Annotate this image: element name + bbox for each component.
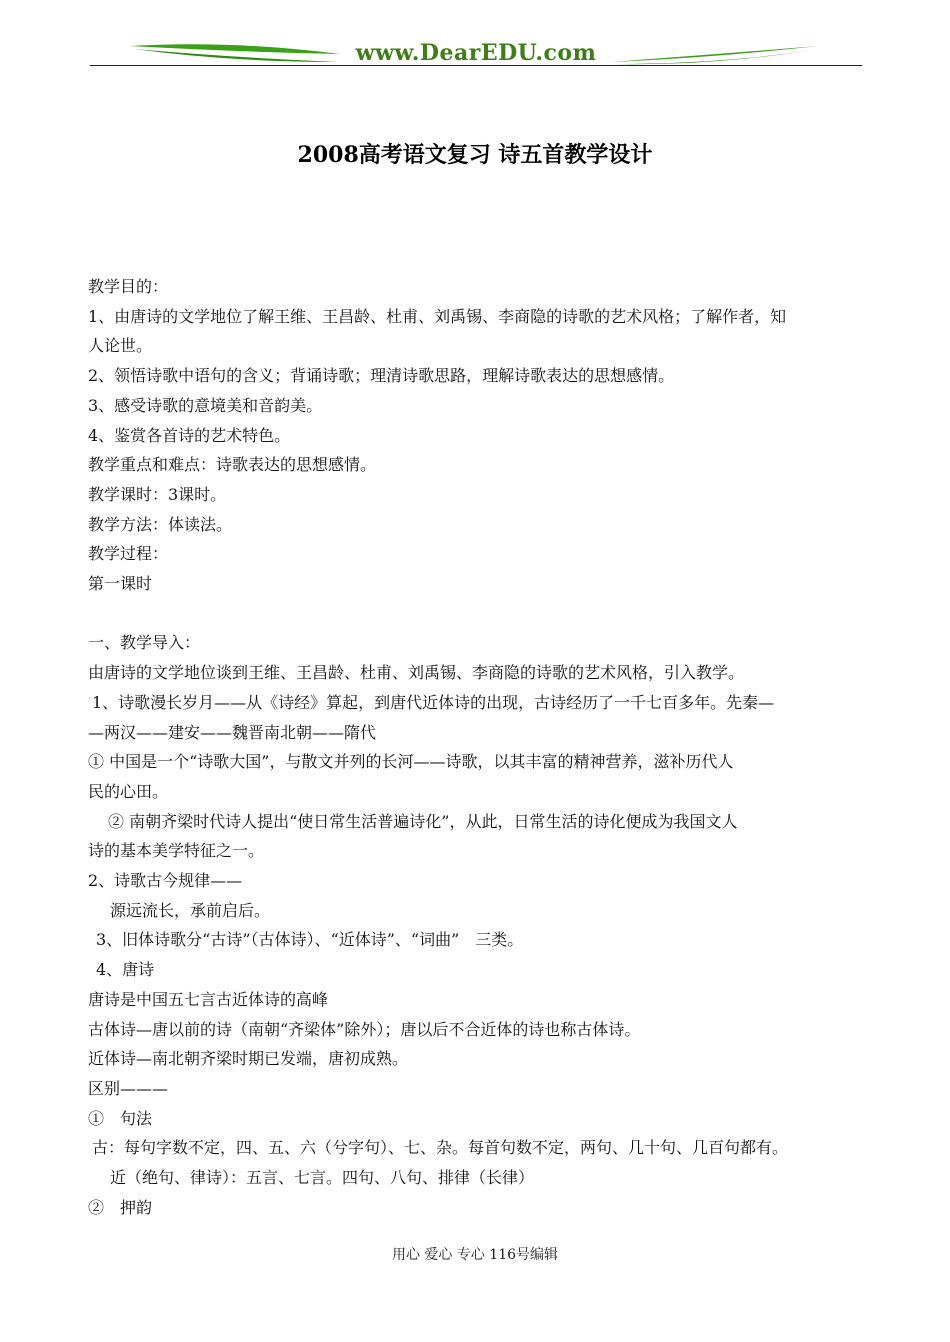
text-line: ① 中国是一个“诗歌大国”，与散文并列的长河——诗歌，以其丰富的精神营养，滋补历代人 <box>88 752 734 772</box>
blank-line <box>88 599 864 629</box>
logo-text[interactable]: www.DearEDU.com <box>355 40 597 66</box>
text-line: 区别——— <box>88 1078 169 1098</box>
text-line: 教学目的： <box>88 277 169 296</box>
text-line: 4、鉴赏各首诗的艺术特色。 <box>88 425 291 445</box>
text-line: 2、领悟诗歌中语句的含义；背诵诗歌；理清诗歌思路，理解诗歌表达的思想感情。 <box>88 366 675 386</box>
text-line: 人论世。 <box>88 336 153 356</box>
text-line: 近（绝句、律诗）：五言、七言。四句、八句、排律（长律） <box>110 1168 535 1188</box>
text-line: 2、诗歌古今规律—— <box>88 871 243 891</box>
header-divider <box>90 65 862 66</box>
text-line: 教学过程： <box>88 544 169 564</box>
document-body <box>88 272 864 1222</box>
text-line: 教学重点和难点：诗歌表达的思想感情。 <box>88 455 377 475</box>
text-line: 唐诗是中国五七言古近体诗的高峰 <box>88 989 329 1009</box>
text-line: 古体诗—唐以前的诗（南朝“齐梁体”除外）；唐以后不合近体的诗也称古体诗。 <box>88 1019 641 1039</box>
text-line: 一、教学导入： <box>88 633 201 653</box>
page-title: 2008高考语文复习 诗五首教学设计 <box>297 142 653 168</box>
page-footer: 用心 爱心 专心 116号编辑 <box>391 1247 559 1263</box>
text-line: 1、诗歌漫长岁月——从《诗经》算起，到唐代近体诗的出现，古诗经历了一千七百多年。先秦— <box>92 692 775 712</box>
text-line: 3、旧体诗歌分“古诗”（古体诗）、“近体诗”、“词曲” 三类。 <box>96 930 524 950</box>
text-line: ② 押韵 <box>88 1197 153 1217</box>
text-line: ② 南朝齐梁时代诗人提出“使日常生活普遍诗化”，从此，日常生活的诗化便成为我国文人 <box>108 811 738 831</box>
text-line: 近体诗—南北朝齐梁时期已发端，唐初成熟。 <box>88 1049 409 1069</box>
text-line: 由唐诗的文学地位谈到王维、王昌龄、杜甫、刘禹锡、李商隐的诗歌的艺术风格，引入教学。 <box>88 663 745 683</box>
text-line: 第一课时 <box>88 574 153 594</box>
text-line: 源远流长，承前启后。 <box>110 900 271 920</box>
text-line: ① 句法 <box>88 1108 153 1128</box>
text-line: 古：每句字数不定，四、五、六（兮字句）、七、杂。每首句数不定，两句、几十句、几百句都有。 <box>92 1138 789 1158</box>
text-line: 4、唐诗 <box>96 960 155 980</box>
text-line: 3、感受诗歌的意境美和音韵美。 <box>88 395 323 415</box>
text-line: 教学课时：3课时。 <box>88 484 227 504</box>
text-line: 诗的基本美学特征之一。 <box>88 841 265 861</box>
text-line: 民的心田。 <box>88 781 169 801</box>
text-line: 教学方法：体读法。 <box>88 514 233 534</box>
text-line: 1、由唐诗的文学地位了解王维、王昌龄、杜甫、刘禹锡、李商隐的诗歌的艺术风格；了解作者，知 <box>88 306 787 326</box>
text-line: —两汉——建安——魏晋南北朝——隋代 <box>88 722 377 742</box>
